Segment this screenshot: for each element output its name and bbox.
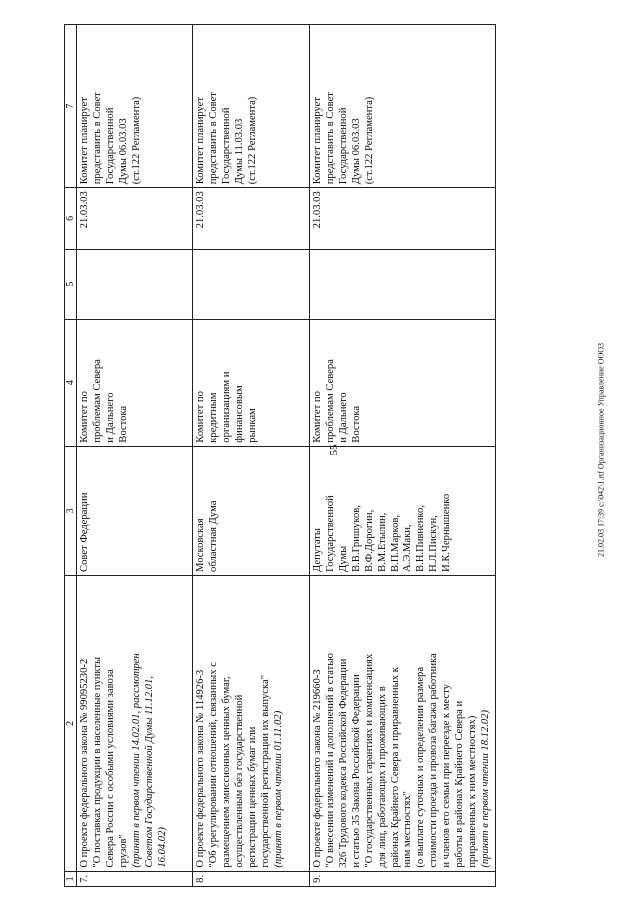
committee-line: Комитет по: [312, 391, 323, 443]
initiator-line: А.Э.Маки,: [402, 524, 414, 572]
bill-title-cell: [310, 575, 496, 871]
table-row: [193, 25, 310, 887]
committee-line: Комитет по: [195, 391, 206, 443]
note-line: (ст.122 Регламента): [130, 96, 142, 185]
rotated-page-content: [64, 24, 491, 887]
table-row: [310, 25, 496, 887]
note-line: Комитет планирует: [79, 96, 90, 185]
page-number: 55: [328, 444, 340, 456]
committee-line: рынкам: [246, 408, 258, 443]
bill-title-line: Севера России с особыми условиями завоза: [104, 669, 116, 868]
bill-title-line: "О поставках продукции в населенные пункты: [91, 656, 103, 868]
date-cell: 21.03.03: [77, 188, 193, 249]
note-cell: [77, 25, 193, 188]
bill-title-line: осуществленным без государственной: [233, 694, 245, 868]
bill-title-line: регистрации ценных бумаг или: [246, 726, 258, 868]
bill-title-line: 16.04.02): [156, 827, 168, 868]
row-number-cell: 8.: [193, 871, 310, 886]
note-line: Государственной: [220, 107, 232, 185]
bill-title-line: приравненных к ним местностях): [467, 715, 479, 868]
note-line: Государственной: [104, 107, 116, 185]
initiator-cell: [77, 446, 193, 575]
column-header: 7: [65, 25, 77, 188]
committee-line: проблемам Севера: [324, 359, 336, 443]
column-header: 4: [65, 319, 77, 446]
note-cell: [193, 25, 310, 188]
bill-title-cell: [193, 575, 310, 871]
bill-title-line: (принят в первом чтении 18.12.02): [479, 709, 491, 868]
note-line: Думы 06.03.03: [350, 118, 362, 185]
column-header: 2: [65, 575, 77, 871]
row-number-cell: 9.: [310, 871, 496, 886]
note-line: представить в Совет: [324, 92, 336, 185]
row-number-cell: 7.: [77, 871, 193, 886]
initiator-line: В.М.Етылин,: [376, 512, 388, 572]
initiator-line: Н.Л.Пискун,: [428, 515, 440, 572]
initiator-line: В.Ф.Дорогин,: [363, 509, 375, 572]
bill-title-line: (принят в первом чтении 01.11.02): [272, 710, 284, 868]
initiator-line: В.П.Марков,: [389, 514, 401, 572]
initiator-cell: [193, 446, 310, 575]
initiator-line: Московская: [195, 518, 206, 572]
table-row: [77, 25, 193, 887]
bill-title-line: и членов его семьи при переезде к месту: [441, 684, 453, 868]
committee-cell: [193, 319, 310, 446]
committee-line: финансовым: [233, 385, 245, 443]
bill-title-cell: [77, 575, 193, 871]
column-5-cell: [77, 249, 193, 319]
note-line: представить в Совет: [91, 92, 103, 185]
committee-line: проблемам Севера: [91, 359, 103, 443]
initiator-cell: [310, 446, 496, 575]
initiator-line: Депутаты: [312, 527, 323, 572]
committee-line: кредитным: [207, 392, 219, 443]
bill-title-line: О проекте федерального закона № 99095230-2: [79, 658, 90, 868]
table-body: [77, 25, 496, 887]
committee-line: Востока: [350, 405, 362, 443]
initiator-line: областная Дума: [207, 500, 219, 572]
bill-title-line: грузов": [117, 834, 129, 868]
committee-line: организациям и: [220, 371, 232, 443]
committee-line: и Дальнего: [104, 392, 116, 443]
column-5-cell: [193, 249, 310, 319]
initiator-line: В.Н.Пивненко,: [415, 505, 427, 572]
bill-title-line: стоимости проезда и провоза багажа работника: [428, 653, 440, 868]
column-5-cell: [310, 249, 496, 319]
note-line: представить в Совет: [207, 92, 219, 185]
bill-title-line: для лиц, работающих и проживающих в: [376, 686, 388, 868]
footer-file-info: 21.02.03 17:39 c:\042\1.rtf Организационное Управление ООО3: [596, 342, 606, 558]
committee-line: Востока: [117, 405, 129, 443]
bill-title-line: ним местностях": [402, 791, 414, 868]
note-line: Государственной: [337, 107, 349, 185]
initiator-line: И.К.Чернышенко: [441, 493, 453, 572]
header-row: [65, 25, 77, 887]
column-header: 1: [65, 871, 77, 886]
bill-title-line: О проекте федерального закона № 114926-3: [195, 669, 206, 868]
note-line: Думы 11.03.03: [233, 118, 245, 185]
bill-title-line: "Об урегулировании отношений, связанных с: [207, 662, 219, 868]
bill-title-line: и статью 35 Закона Российской Федерации: [350, 674, 362, 868]
bill-title-line: Советом Государственной Думы 11.12.01,: [143, 675, 155, 868]
initiator-line: Совет Федерации: [79, 492, 90, 572]
committee-line: Комитет по: [79, 391, 90, 443]
date-cell: 21.03.03: [193, 188, 310, 249]
committee-cell: [77, 319, 193, 446]
bill-title-line: О проекте федерального закона № 219660-3: [312, 669, 323, 868]
note-cell: [310, 25, 496, 188]
note-line: (ст.122 Регламента): [246, 96, 258, 185]
bill-title-line: 326 Трудового кодекса Российской Федерации: [337, 658, 349, 868]
initiator-line: В.В.Гришуков,: [350, 505, 362, 572]
bill-title-line: "О внесении изменений и дополнений в статью: [324, 653, 336, 868]
bill-title-line: работы в районах Крайнего Севера и: [454, 700, 466, 868]
note-line: Комитет планирует: [312, 96, 323, 185]
bill-title-line: "О государственных гарантиях и компенсациях: [363, 653, 375, 868]
committee-cell: [310, 319, 496, 446]
initiator-line: Государственной: [324, 495, 336, 572]
bill-title-line: районах Крайнего Севера и приравненных к: [389, 667, 401, 868]
column-header: 3: [65, 446, 77, 575]
date-cell: 21.03.03: [310, 188, 496, 249]
bill-title-line: (принят в первом чтении 14.02.01, рассмотрен: [130, 653, 142, 868]
committee-line: и Дальнего: [337, 392, 349, 443]
column-header: 6: [65, 188, 77, 249]
note-line: Комитет планирует: [195, 96, 206, 185]
column-header: 5: [65, 249, 77, 319]
bills-table: [64, 24, 496, 887]
note-line: (ст.122 Регламента): [363, 96, 375, 185]
bill-title-line: размещением эмиссионных ценных бумаг,: [220, 676, 232, 868]
bill-title-line: государственной регистрации их выпуска": [259, 674, 271, 868]
note-line: Думы 06.03.03: [117, 118, 129, 185]
initiator-line: Думы: [337, 545, 349, 572]
bill-title-line: (о выплате суточных и определении размера: [415, 666, 427, 868]
